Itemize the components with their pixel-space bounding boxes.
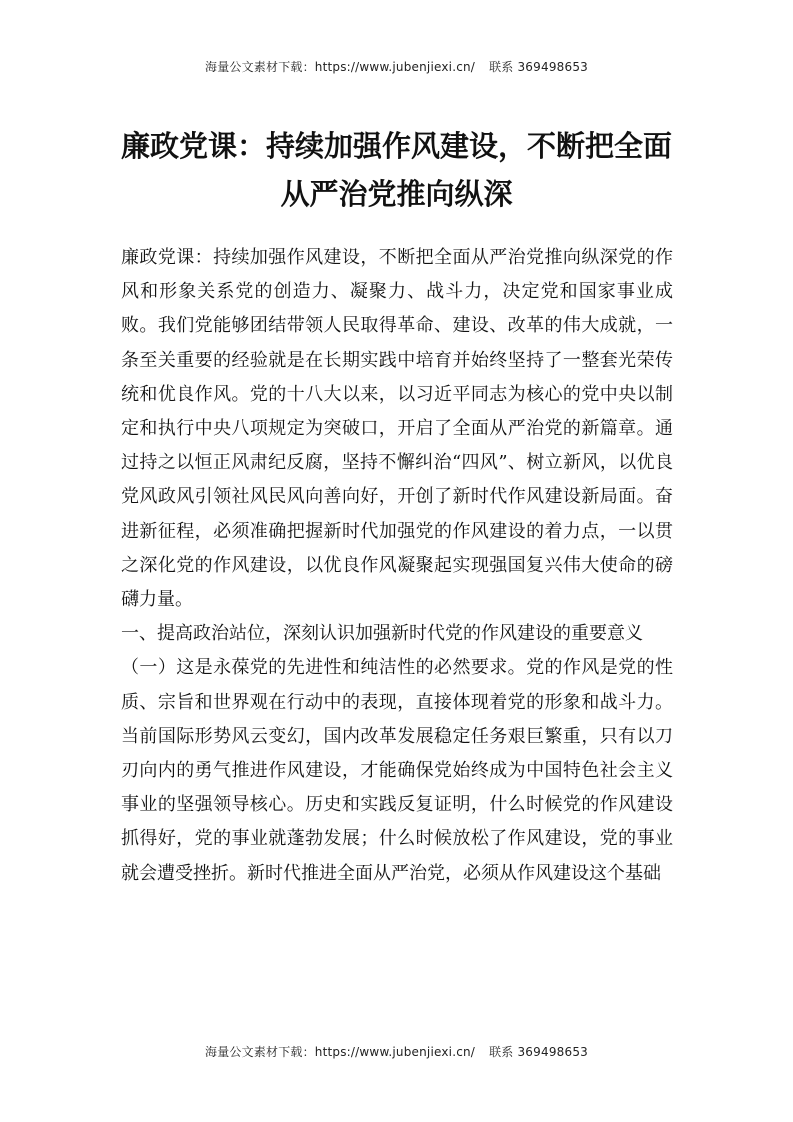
paragraph-intro: 廉政党课：持续加强作风建设，不断把全面从严治党推向纵深党的作风和形象关系党的创造力、凝聚力、战斗力，决定党和国家事业成败。我们党能够团结带领人民取得革命、建设、改革的伟大成就，一条至关重要的经验就是在长期实践中培育并始终坚持了一整套光荣传统和优良作风。党的十八大以来，以习近平同志为核心的党中央以制定和执行中央八项规定为突破口，开启了全面从严治党的新篇章。通过持之以恒正风肃纪反腐，坚持不懈纠治“四风”、树立新风，以优良党风政风引领社风民风向善向好，开创了新时代作风建设新局面。奋进新征程，必须准确把握新时代加强党的作风建设的着力点，一以贯之深化党的作风建设，以优良作风凝聚起实现强国复兴伟大使命的磅礴力量。 (121, 247, 673, 611)
section-heading-1: 一、提高政治站位，深刻认识加强新时代党的作风建设的重要意义 (121, 623, 643, 645)
page-header (0, 58, 793, 75)
document-body (121, 241, 673, 891)
title-line-2: 从严治党推向纵深 (280, 177, 513, 211)
title-line-1: 廉政党课：持续加强作风建设，不断把全面 (120, 129, 672, 163)
page-footer (0, 1043, 793, 1060)
document-title (110, 122, 683, 218)
footer-contact: 联系 369498653 (489, 1045, 588, 1059)
header-contact: 联系 369498653 (489, 60, 588, 74)
paragraph-section-1-1: （一）这是永葆党的先进性和纯洁性的必然要求。党的作风是党的性质、宗旨和世界观在行动中的表现，直接体现着党的形象和战斗力。当前国际形势风云变幻，国内改革发展稳定任务艰巨繁重，只有以刀刃向内的勇气推进作风建设，才能确保党始终成为中国特色社会主义事业的坚强领导核心。历史和实践反复证明，什么时候党的作风建设抓得好，党的事业就蓬勃发展；什么时候放松了作风建设，党的事业就会遭受挫折。新时代推进全面从严治党，必须从作风建设这个基础 (121, 657, 673, 884)
footer-download-text: 海量公文素材下载：https://www.jubenjiexi.cn/ (205, 1045, 476, 1059)
header-download-text: 海量公文素材下载：https://www.jubenjiexi.cn/ (205, 60, 476, 74)
